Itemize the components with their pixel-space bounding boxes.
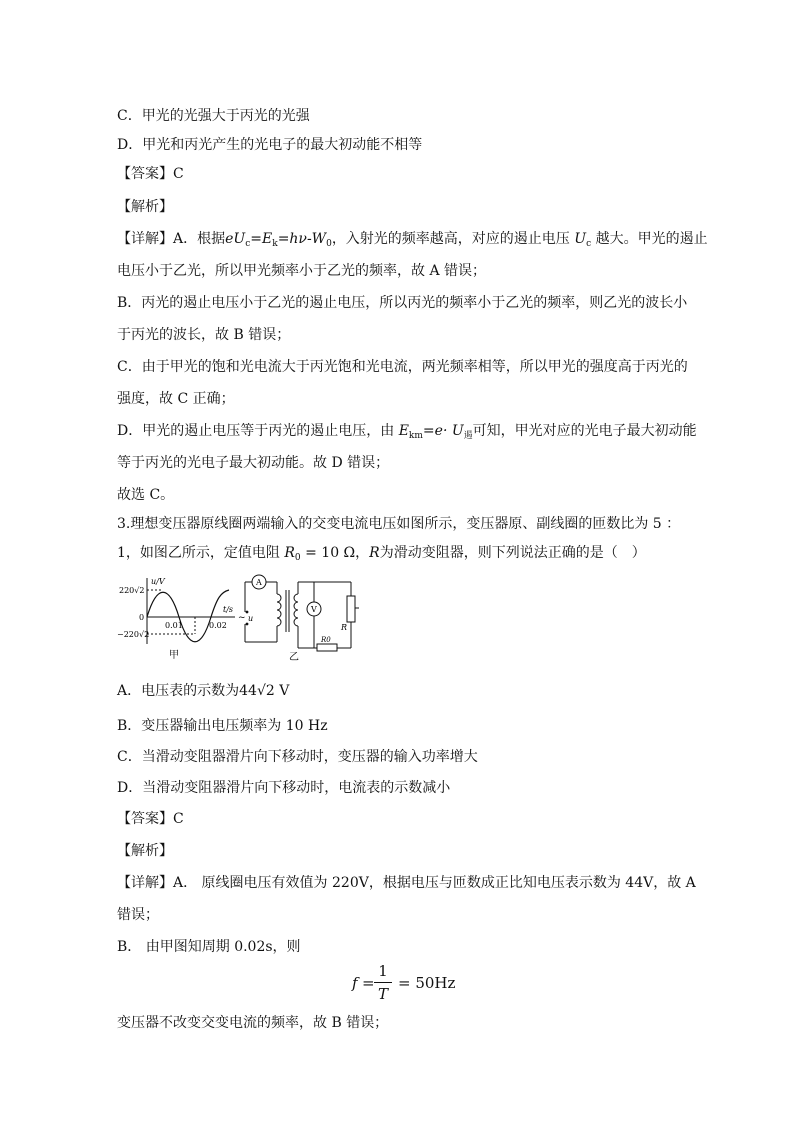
formula-numerator: 1: [378, 962, 388, 980]
origin-label: 0: [139, 613, 145, 622]
formula-fraction: [374, 962, 392, 1003]
resistor-label: R0: [321, 636, 331, 644]
fraction-bar: [374, 982, 392, 983]
q3-detail-a-cont: 错误；: [117, 907, 159, 923]
q3-figure-svg: [117, 572, 367, 664]
formula-denominator: T: [377, 985, 388, 1003]
q2-detail-c-cont: 强度，故 C 正确；: [117, 391, 235, 407]
q3-option-b: B．变压器输出电压频率为 10 Hz: [117, 718, 328, 734]
q3-option-d: D．当滑动变阻器滑片向下移动时，电流表的示数减小: [117, 780, 451, 796]
secondary-coil: [294, 594, 298, 626]
q3-figure: [117, 572, 367, 664]
t2-label: 0.02: [209, 621, 227, 630]
rheostat: [347, 596, 355, 622]
voltmeter-label: V: [311, 605, 317, 614]
frequency-formula: [352, 962, 472, 1008]
q3-stem-cont: 1，如图乙所示，定值电阻 $R_0 = 10$ Ω，R为滑动变阻器，则下列说法正确的是（ ）: [117, 545, 646, 563]
q2-conclusion: 故选 C。: [117, 487, 175, 503]
ac-source-symbol: ~: [238, 613, 246, 623]
q2-detail-d: D．甲光的遏止电压等于丙光的遏止电压，由 $E_{km}=e\cdot U_遏$可知，甲光对应的光电子最大初动能: [117, 423, 697, 441]
terminal: [246, 611, 249, 614]
q2-analysis-heading: 【解析】: [117, 199, 173, 215]
y-bottom-label: −220√2: [117, 630, 150, 639]
formula-rhs: = 50Hz: [398, 974, 456, 992]
q2-option-c: C．甲光的光强大于丙光的光强: [117, 108, 310, 124]
x-axis-label: t/s: [223, 605, 234, 614]
q2-detail-a: 【详解】A．根据$eU_c=E_k=h\nu-W_0$，入射光的频率越高，对应的遏止电压 $U_c$ 越大。甲光的遏止: [117, 231, 708, 249]
q3-analysis-heading: 【解析】: [117, 843, 173, 859]
t1-label: 0.01: [165, 621, 183, 630]
y-axis-label: u/V: [151, 577, 165, 586]
q2-option-d: D．甲光和丙光产生的光电子的最大初动能不相等: [117, 137, 423, 153]
q3-detail-a: 【详解】A． 原线圈电压有效值为 220V，根据电压与匝数成正比知电压表示数为 44V，故 A: [117, 875, 696, 891]
formula-eq: =: [362, 974, 375, 992]
rheostat-label: R: [341, 623, 348, 632]
q3-stem: 3.理想变压器原线圈两端输入的交变电流电压如图所示，变压器原、副线圈的匝数比为 5 ：: [117, 516, 681, 532]
fig-jia-label: 甲: [169, 650, 179, 661]
q3-option-a: A．电压表的示数为44√2 V: [117, 683, 290, 699]
terminal: [246, 623, 249, 626]
q2-detail-c: C．由于甲光的饱和光电流大于丙光饱和光电流，两光频率相等，所以甲光的强度高于丙光的: [117, 359, 688, 375]
q3-detail-b: B． 由甲图知周期 0.02s，则: [117, 939, 301, 955]
source-u-label: u: [248, 614, 254, 623]
q2-answer: 【答案】C: [117, 166, 184, 182]
fig-yi-label: 乙: [289, 652, 299, 663]
q3-option-c: C．当滑动变阻器滑片向下移动时，变压器的输入功率增大: [117, 749, 478, 765]
q3-detail-b-cont: 变压器不改变交变电流的频率，故 B 错误；: [117, 1015, 389, 1031]
q2-detail-d-cont: 等于丙光的光电子最大初动能。故 D 错误；: [117, 455, 390, 471]
ammeter-label: A: [256, 578, 262, 587]
voltage-graph: [147, 578, 235, 644]
y-top-label: 220√2: [119, 586, 145, 595]
q3-answer: 【答案】C: [117, 811, 184, 827]
formula-f: f: [352, 974, 358, 992]
resistor-r0: [317, 644, 337, 651]
transformer-circuit: [245, 575, 359, 651]
q2-detail-a-cont: 电压小于乙光，所以甲光频率小于乙光的频率，故 A 错误；: [117, 263, 487, 279]
q2-detail-b: B．丙光的遏止电压小于乙光的遏止电压，所以丙光的频率小于乙光的频率，则乙光的波长小: [117, 295, 688, 311]
primary-coil: [277, 594, 281, 626]
q2-detail-b-cont: 于丙光的波长，故 B 错误；: [117, 327, 291, 343]
